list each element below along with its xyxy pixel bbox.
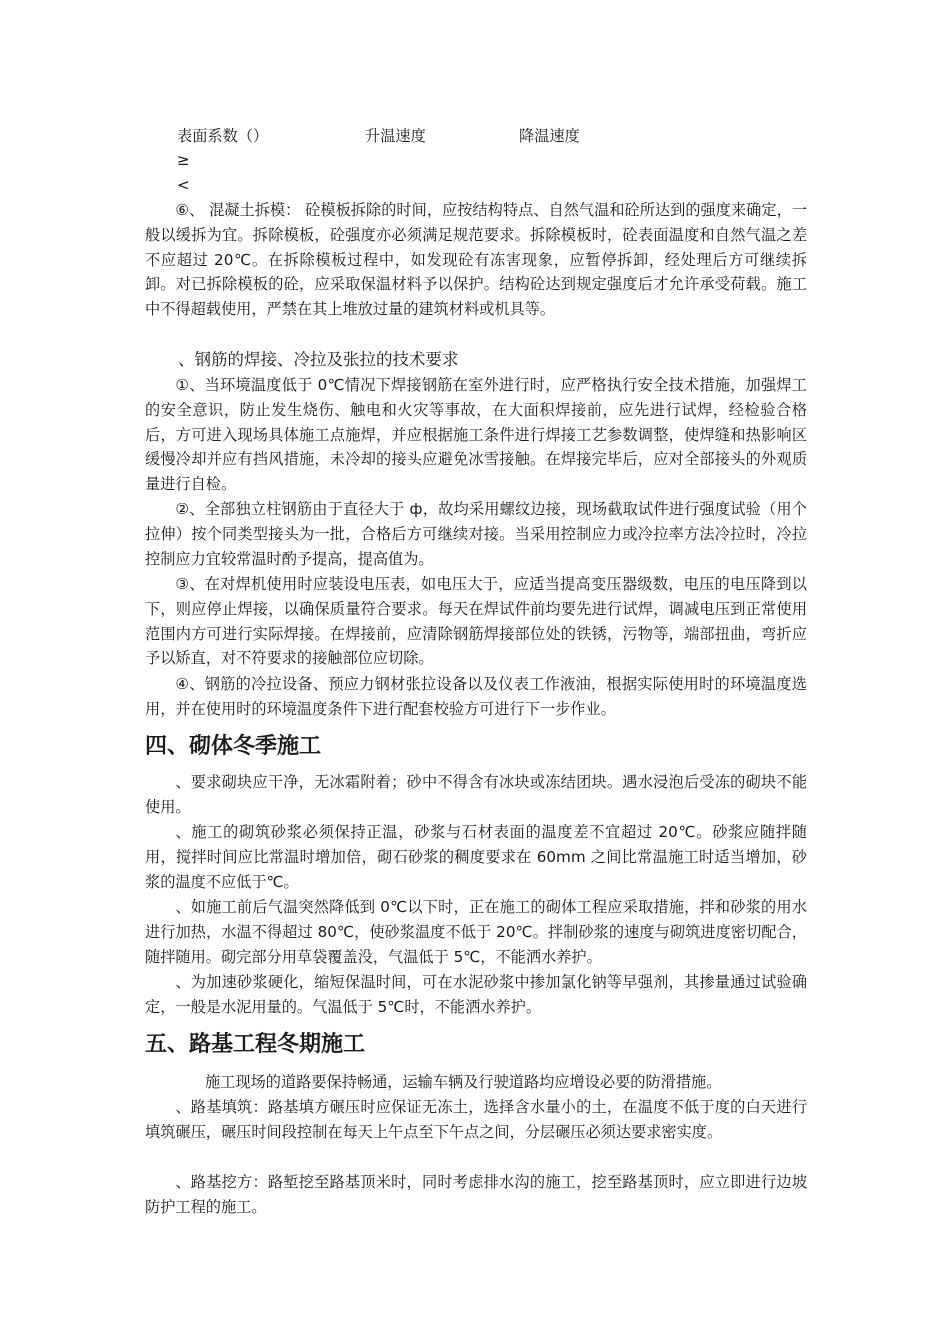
table-row-lt: < — [177, 176, 190, 194]
heading-masonry-winter: 四、砌体冬季施工 — [145, 734, 322, 759]
table-header-cooling-rate: 降温速度 — [519, 127, 580, 145]
subheading-rebar-welding: 、钢筋的焊接、冷拉及张拉的技术要求 — [178, 350, 459, 369]
paragraph-rebar-4: ④、钢筋的冷拉设备、预应力钢材张拉设备以及仪表工作液油，根据实际使用时的环境温度选用，并在使用时的环境温度条件下进行配套校验方可进行下一步作业。 — [145, 675, 807, 718]
paragraph-rebar-1: ①、当环境温度低于 0℃情况下焊接钢筋在室外进行时，应严格执行安全技术措施，加强焊工的安全意识，防止发生烧伤、触电和火灾等事故，在大面积焊接前，应先进行试焊，经检验合格后，方可进入现场具体施工点施焊，并应根据施工条件进行焊接工艺参数调整，使焊缝和热影响区缓慢冷却并应有挡风措施，未冷却的接头应避免冰雪接触。在焊接完毕后，应对全部接头的外观质量进行自检。 — [145, 376, 807, 494]
paragraph-road-intro: 施工现场的道路要保持畅通，运输车辆及行驶道路均应增设必要的防滑措施。 — [205, 1073, 722, 1091]
heading-roadbed-winter: 五、路基工程冬期施工 — [145, 1032, 366, 1057]
table-header-heating-rate: 升温速度 — [365, 127, 426, 145]
paragraph-rebar-3: ③、在对焊机使用时应装设电压表，如电压大于，应适当提高变压器级数，电压的电压降到以下，则应停止焊接，以确保质量符合要求。每天在焊试件前均要先进行试焊，调减电压到正常使用范围内方可进行实际焊接。在焊接前，应清除钢筋焊接部位处的铁锈，污物等，端部扭曲，弯折应予以矫直，对不符要求的接触部位应切除。 — [145, 575, 807, 668]
paragraph-road-fill: 、路基填筑：路基填方碾压时应保证无冻土，选择含水量小的土，在温度不低于度的白天进行填筑碾压，碾压时间段控制在每天上午点至下午点之间，分层碾压必须达要求密实度。 — [145, 1098, 807, 1141]
paragraph-rebar-2: ②、全部独立柱钢筋由于直径大于 ф，故均采用螺纹边接，现场截取试件进行强度试验（用个拉伸）按个同类型接头为一批，合格后方可继续对接。当采用控制应力或冷拉率方法冷拉时，冷拉控制应力宜较常温时酌予提高，提高值为。 — [145, 500, 807, 568]
table-header-surface-coefficient: 表面系数（） — [177, 127, 269, 145]
paragraph-road-cut: 、路基挖方：路堑挖至路基顶米时，同时考虑排水沟的施工，挖至路基顶时，应立即进行边坡防护工程的施工。 — [145, 1173, 807, 1216]
paragraph-masonry-3: 、如施工前后气温突然降低到 0℃以下时，正在施工的砌体工程应采取措施，拌和砂浆的用水进行加热，水温不得超过 80℃，使砂浆温度不低于 20℃。拌制砂浆的速度与砌筑进度密切配合，随拌随用。砌完部分用草袋覆盖没，气温低于 5℃，不能洒水养护。 — [145, 898, 807, 966]
paragraph-masonry-1: 、要求砌块应干净，无冰霜附着；砂中不得含有冰块或冻结团块。遇水浸泡后受冻的砌块不能使用。 — [145, 773, 807, 816]
paragraph-formwork-removal: ⑥、 混凝土拆模： 砼模板拆除的时间，应按结构特点、自然气温和砼所达到的强度来确定，一般以缓拆为宜。拆除模板，砼强度亦必须满足规范要求。拆除模板时，砼表面温度和自然气温之差不应超过 20℃。在拆除模板过程中，如发现砼有冻害现象，应暂停拆卸，经处理后方可继续拆卸。对已拆除模板的砼，应采取保温材料予以保护。结构砼达到规定强度后才允许承受荷载。施工中不得超载使用，严禁在其上堆放过量的建筑材料或机具等。 — [145, 201, 807, 319]
paragraph-masonry-4: 、为加速砂浆硬化，缩短保温时间，可在水泥砂浆中掺加氯化钠等早强剂，其掺量通过试验确定，一般是水泥用量的。气温低于 5℃时，不能洒水养护。 — [145, 973, 807, 1016]
table-row-ge: ≥ — [177, 151, 190, 169]
paragraph-masonry-2: 、施工的砌筑砂浆必须保持正温，砂浆与石材表面的温度差不宜超过 20℃。砂浆应随拌随用，搅拌时间应比常温时增加倍，砌石砂浆的稠度要求在 60mm 之间比常温施工时适当增加，砂浆的温度不应低于℃。 — [145, 823, 807, 891]
